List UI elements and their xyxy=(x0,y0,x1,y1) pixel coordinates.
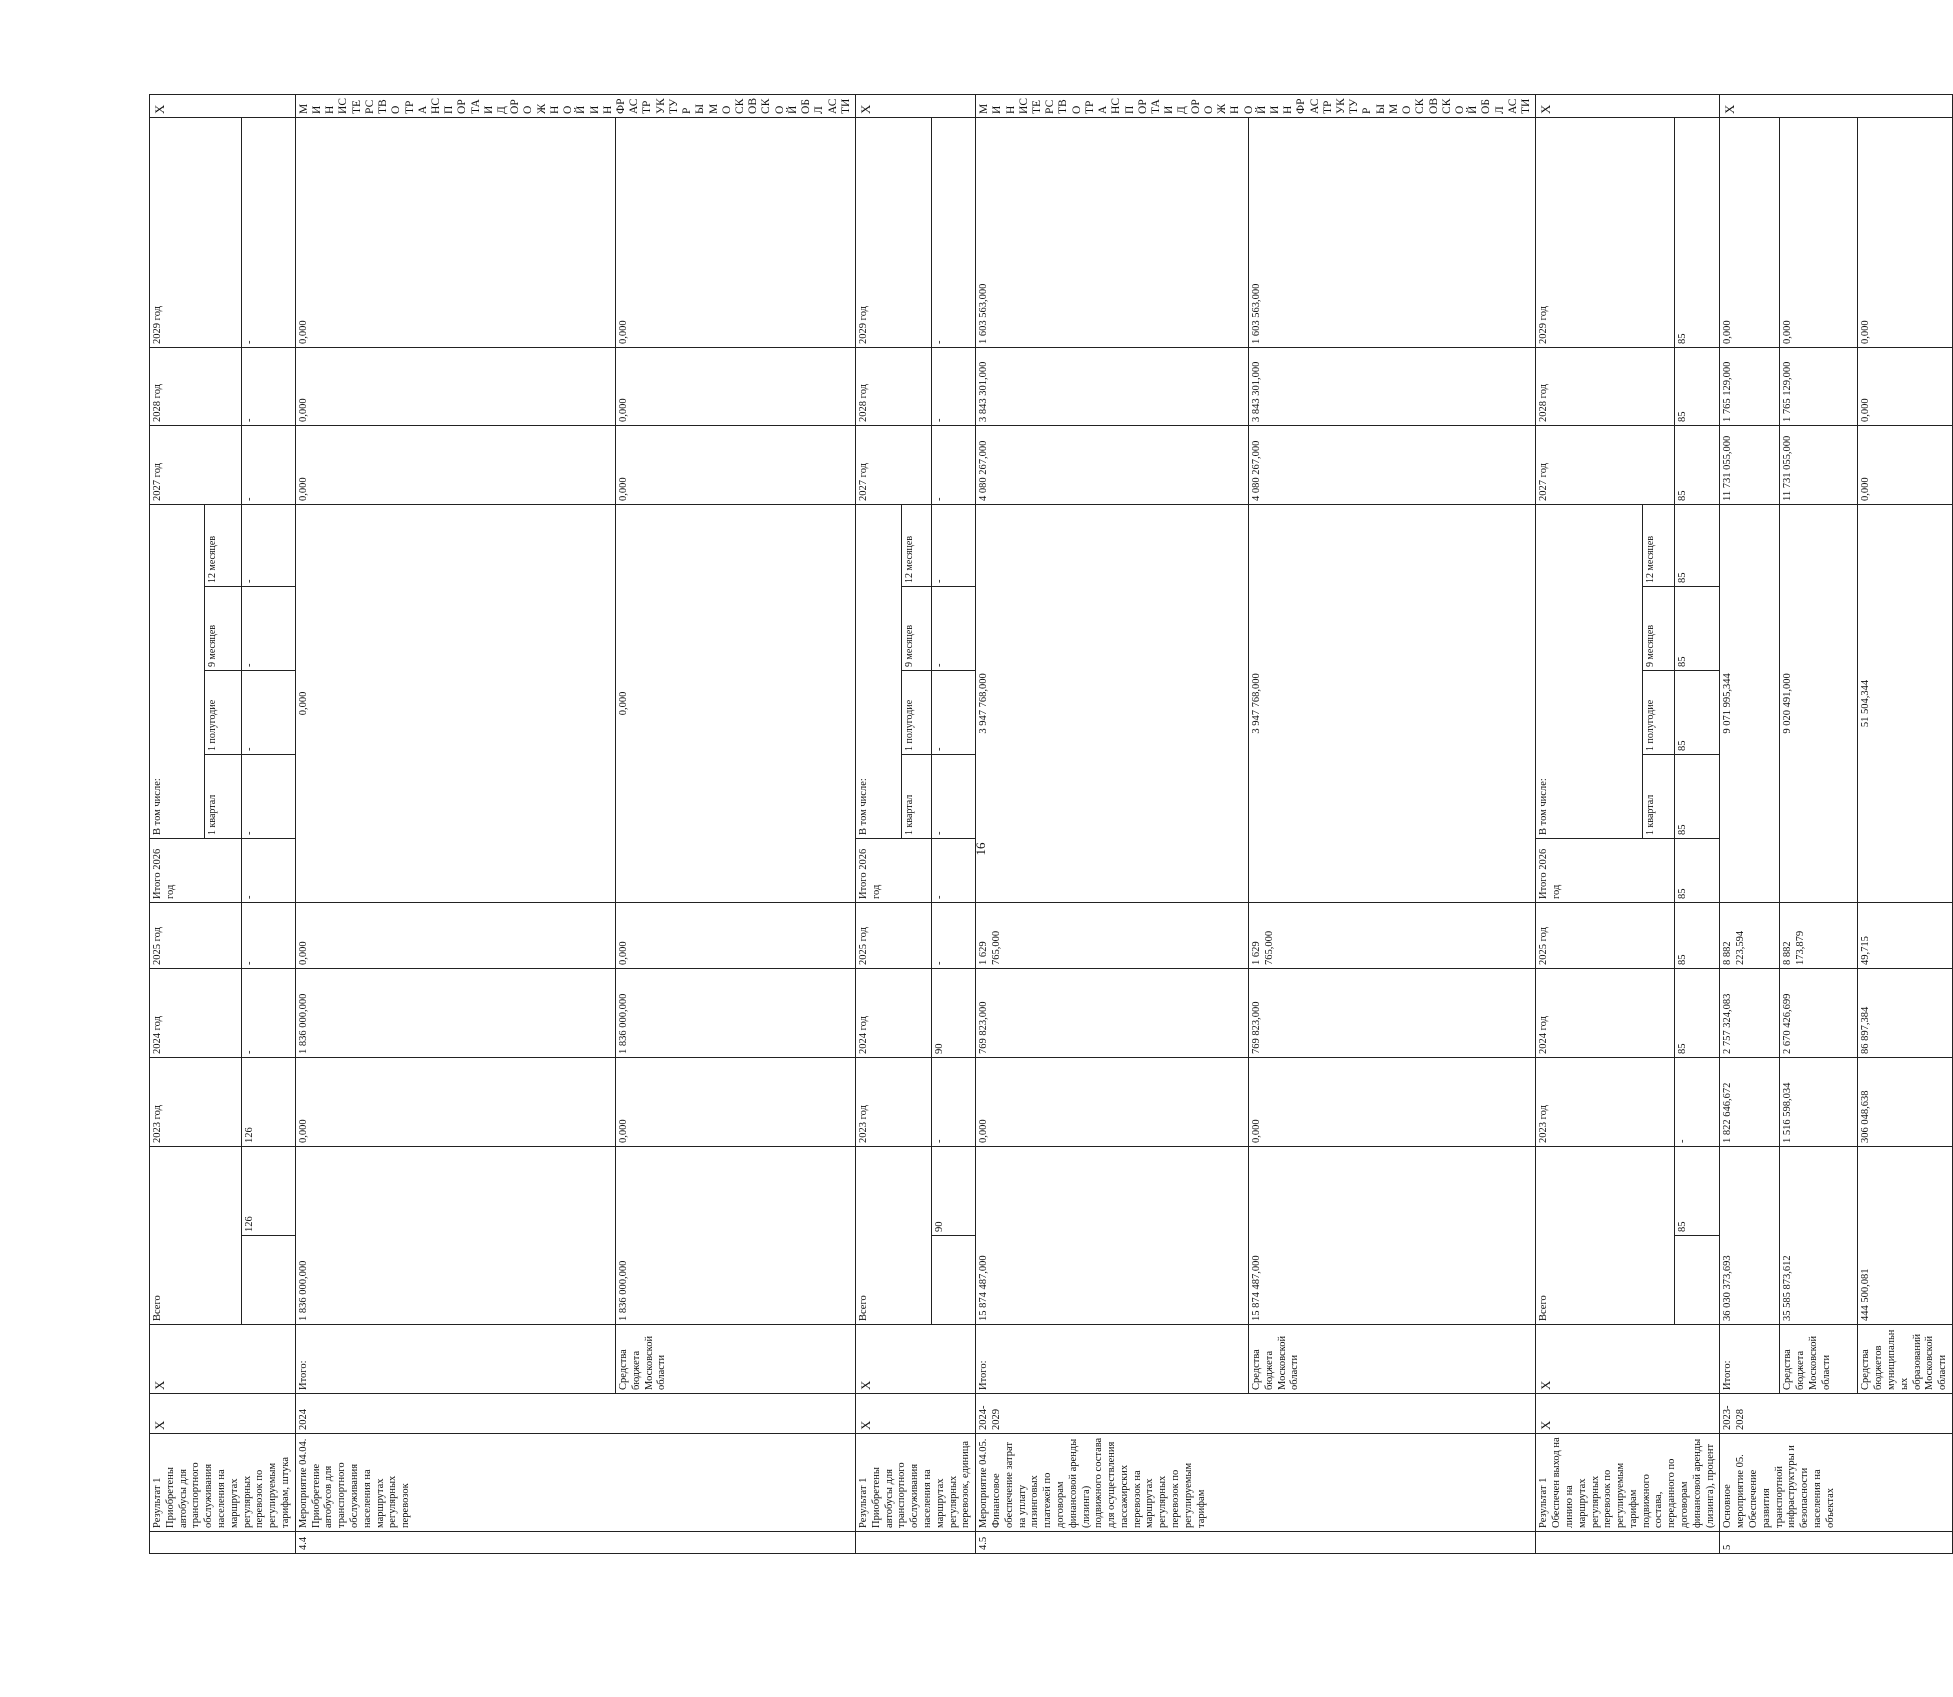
row-number-cell: 4.5 xyxy=(976,1532,1536,1554)
amount-2025: 1 629 765,000 xyxy=(976,903,1249,969)
value-cell: 85 xyxy=(1674,425,1720,504)
value-cell: 85 xyxy=(1674,903,1720,969)
amount-2026: 0,000 xyxy=(295,504,615,902)
funding-source: Итого: xyxy=(295,1325,615,1394)
amount-2029: 1 603 563,000 xyxy=(1249,117,1536,347)
years-cell: 2023-2028 xyxy=(1720,1394,1953,1434)
amount-2023: 306 048,638 xyxy=(1858,1058,1953,1147)
column-header: 2029 год xyxy=(855,117,931,347)
amount-2025: 0,000 xyxy=(616,903,856,969)
value-cell: - xyxy=(932,755,976,839)
years-cell: Х xyxy=(1536,1394,1720,1434)
column-header: Всего xyxy=(1536,1147,1675,1325)
column-header: Итого 2026 год xyxy=(855,839,931,903)
column-header: 2024 год xyxy=(150,969,242,1058)
spacer-cell xyxy=(242,1236,295,1325)
measure-row xyxy=(976,95,1249,1554)
column-header: Итого 2026 год xyxy=(150,839,242,903)
total-amount: 444 500,081 xyxy=(1858,1147,1953,1325)
value-cell: - xyxy=(242,117,295,347)
source-cell: Х xyxy=(855,1325,975,1394)
responsible-cell: Х xyxy=(1720,95,1953,118)
value-cell: - xyxy=(932,347,976,425)
amount-2026: 9 020 491,000 xyxy=(1780,504,1858,902)
amount-2023: 0,000 xyxy=(976,1058,1249,1147)
value-cell: - xyxy=(242,969,295,1058)
value-cell: - xyxy=(1674,1058,1720,1147)
column-header: 2027 год xyxy=(150,425,242,504)
column-header: 2025 год xyxy=(855,903,931,969)
value-cell: 85 xyxy=(1674,671,1720,755)
column-header: 2024 год xyxy=(855,969,931,1058)
column-header: 2028 год xyxy=(150,347,242,425)
amount-2029: 0,000 xyxy=(1780,117,1858,347)
value-cell: 85 xyxy=(1674,504,1720,586)
value-cell: 90 xyxy=(932,969,976,1058)
quarter-header: 1 квартал xyxy=(205,755,242,839)
years-cell: Х xyxy=(855,1394,975,1434)
value-cell: - xyxy=(242,504,295,586)
funding-source: Средства бюджета Московской области xyxy=(1780,1325,1858,1394)
result-name: Результат 1 Обеспечен выход на линию на маршрутах регулярных перевозок по регулируемым тарифам подвижного состава, переданного по договорам финансовой аренды (лизинга), процент xyxy=(1536,1434,1720,1532)
amount-2025: 49,715 xyxy=(1858,903,1953,969)
amount-2024: 769 823,000 xyxy=(976,969,1249,1058)
quarter-header: 12 месяцев xyxy=(205,504,242,586)
amount-2023: 0,000 xyxy=(1249,1058,1536,1147)
funding-source: Средства бюджета Московской области xyxy=(616,1325,856,1394)
value-cell: - xyxy=(242,839,295,903)
amount-2029: 1 603 563,000 xyxy=(976,117,1249,347)
total-amount: 15 874 487,000 xyxy=(1249,1147,1536,1325)
amount-2028: 1 765 129,000 xyxy=(1780,347,1858,425)
column-header: 2027 год xyxy=(1536,425,1675,504)
amount-2023: 1 516 598,034 xyxy=(1780,1058,1858,1147)
amount-2024: 2 757 324,083 xyxy=(1720,969,1780,1058)
value-cell: 85 xyxy=(1674,347,1720,425)
page-number: 16 xyxy=(973,842,988,856)
amount-2023: 0,000 xyxy=(616,1058,856,1147)
quarter-header: 1 полугодие xyxy=(901,671,931,755)
amount-2028: 0,000 xyxy=(295,347,615,425)
funding-source: Средства бюджетов муниципальных образований Московской области xyxy=(1858,1325,1953,1394)
result-header-row xyxy=(1536,95,1643,1554)
quarter-header: 9 месяцев xyxy=(205,587,242,671)
value-cell: - xyxy=(932,671,976,755)
value-cell: - xyxy=(932,587,976,671)
years-cell: Х xyxy=(150,1394,296,1434)
column-header: В том числе: xyxy=(1536,504,1643,838)
column-header: 2023 год xyxy=(150,1058,242,1147)
source-cell: Х xyxy=(150,1325,296,1394)
amount-2028: 1 765 129,000 xyxy=(1720,347,1780,425)
total-amount: 35 585 873,612 xyxy=(1780,1147,1858,1325)
measure-name: Мероприятие 04.05. Финансовое обеспечение затрат на уплату лизинговых платежей по договорам финансовой аренды (лизинга) подвижного состава для осуществления пассажирских перевозок на маршрутах регулярных перевозок по регулируемым тарифам xyxy=(976,1434,1536,1532)
measure-name: Мероприятие 04.04. Приобретение автобусов для транспортного обслуживания населения на маршрутах регулярных перевозок xyxy=(295,1434,855,1532)
value-cell: - xyxy=(242,755,295,839)
total-amount: 1 836 000,000 xyxy=(616,1147,856,1325)
row-number-cell xyxy=(150,1532,296,1554)
value-cell: - xyxy=(242,903,295,969)
value-cell: 126 xyxy=(242,1058,295,1147)
amount-2025: 1 629 765,000 xyxy=(1249,903,1536,969)
funding-source: Средства бюджета Московской области xyxy=(1249,1325,1536,1394)
quarter-header: 1 полугодие xyxy=(205,671,242,755)
column-header: Итого 2026 год xyxy=(1536,839,1675,903)
value-cell: 85 xyxy=(1674,1147,1720,1236)
spacer-cell xyxy=(932,1236,976,1325)
row-number-cell xyxy=(1536,1532,1720,1554)
measure-row xyxy=(1780,95,1858,1554)
column-header: 2029 год xyxy=(150,117,242,347)
value-cell: - xyxy=(932,1058,976,1147)
amount-2026: 0,000 xyxy=(616,504,856,902)
value-cell: - xyxy=(932,839,976,903)
column-header: 2028 год xyxy=(1536,347,1675,425)
amount-2026: 9 071 995,344 xyxy=(1720,504,1780,902)
responsible-cell: Х xyxy=(855,95,975,118)
amount-2025: 0,000 xyxy=(295,903,615,969)
amount-2029: 0,000 xyxy=(1720,117,1780,347)
result-header-row xyxy=(150,95,205,1554)
value-cell: - xyxy=(242,347,295,425)
source-cell: Х xyxy=(1536,1325,1720,1394)
years-cell: 2024-2029 xyxy=(976,1394,1536,1434)
column-header: 2027 год xyxy=(855,425,931,504)
responsible-cell: МИНИСТЕРСТВО ТРАНСПОРТА И ДОРОЖНОЙ ИНФРАСТРУКТУРЫ МОСКОВСКОЙ ОБЛАСТИ xyxy=(976,95,1536,118)
value-cell: - xyxy=(932,903,976,969)
amount-2023: 0,000 xyxy=(295,1058,615,1147)
column-header: Всего xyxy=(150,1147,242,1325)
amount-2028: 3 843 301,000 xyxy=(1249,347,1536,425)
column-header: 2023 год xyxy=(1536,1058,1675,1147)
quarter-header: 12 месяцев xyxy=(1643,504,1675,586)
quarter-header: 1 квартал xyxy=(901,755,931,839)
value-cell: 85 xyxy=(1674,969,1720,1058)
amount-2026: 3 947 768,000 xyxy=(976,504,1249,902)
column-header: 2028 год xyxy=(855,347,931,425)
column-header: 2029 год xyxy=(1536,117,1675,347)
program-measures-table xyxy=(149,94,1953,1554)
measure-row xyxy=(295,95,615,1554)
total-amount: 1 836 000,000 xyxy=(295,1147,615,1325)
value-cell: - xyxy=(242,587,295,671)
total-amount: 15 874 487,000 xyxy=(976,1147,1249,1325)
spacer-cell xyxy=(1674,1236,1720,1325)
column-header: В том числе: xyxy=(150,504,205,838)
value-cell: - xyxy=(242,425,295,504)
amount-2028: 0,000 xyxy=(616,347,856,425)
amount-2027: 4 080 267,000 xyxy=(976,425,1249,504)
responsible-cell: Х xyxy=(1536,95,1720,118)
result-header-row xyxy=(855,95,901,1554)
column-header: 2025 год xyxy=(150,903,242,969)
row-number-cell: 4.4 xyxy=(295,1532,855,1554)
result-name: Результат 1 Приобретены автобусы для транспортного обслуживания населения на маршрутах регулярных перевозок, единица xyxy=(855,1434,975,1532)
value-cell: 90 xyxy=(932,1147,976,1236)
amount-2027: 0,000 xyxy=(295,425,615,504)
rotated-document-page xyxy=(149,94,1949,1554)
amount-2024: 86 897,384 xyxy=(1858,969,1953,1058)
amount-2027: 11 731 055,000 xyxy=(1780,425,1858,504)
value-cell: - xyxy=(932,117,976,347)
value-cell: - xyxy=(932,425,976,504)
value-cell: - xyxy=(242,671,295,755)
column-header: 2025 год xyxy=(1536,903,1675,969)
value-cell: 126 xyxy=(242,1147,295,1236)
row-number-cell: 5 xyxy=(1720,1532,1953,1554)
amount-2024: 769 823,000 xyxy=(1249,969,1536,1058)
amount-2027: 0,000 xyxy=(616,425,856,504)
amount-2026: 3 947 768,000 xyxy=(1249,504,1536,902)
responsible-cell: МИНИСТЕРСТВО ТРАНСПОРТА И ДОРОЖНОЙ ИНФРАСТРУКТУРЫ МОСКОВСКОЙ ОБЛАСТИ xyxy=(295,95,855,118)
amount-2025: 8 882 223,594 xyxy=(1720,903,1780,969)
years-cell: 2024 xyxy=(295,1394,855,1434)
funding-source: Итого: xyxy=(1720,1325,1780,1394)
amount-2029: 0,000 xyxy=(295,117,615,347)
amount-2027: 4 080 267,000 xyxy=(1249,425,1536,504)
column-header: 2023 год xyxy=(855,1058,931,1147)
value-cell: 85 xyxy=(1674,117,1720,347)
quarter-header: 1 квартал xyxy=(1643,755,1675,839)
column-header: 2024 год xyxy=(1536,969,1675,1058)
measure-row xyxy=(1858,95,1953,1554)
column-header: В том числе: xyxy=(855,504,901,838)
amount-2029: 0,000 xyxy=(616,117,856,347)
amount-2027: 11 731 055,000 xyxy=(1720,425,1780,504)
amount-2024: 2 670 426,699 xyxy=(1780,969,1858,1058)
measure-row xyxy=(1720,95,1780,1554)
amount-2028: 0,000 xyxy=(1858,347,1953,425)
row-number-cell xyxy=(855,1532,975,1554)
value-cell: 85 xyxy=(1674,587,1720,671)
measure-row xyxy=(616,95,856,1554)
amount-2023: 1 822 646,672 xyxy=(1720,1058,1780,1147)
quarter-header: 9 месяцев xyxy=(901,587,931,671)
amount-2027: 0,000 xyxy=(1858,425,1953,504)
amount-2028: 3 843 301,000 xyxy=(976,347,1249,425)
responsible-cell: Х xyxy=(150,95,296,118)
result-name: Результат 1 Приобретены автобусы для транспортного обслуживания населения на маршрутах регулярных перевозок по регулируемым тарифам, штука xyxy=(150,1434,296,1532)
quarter-header: 12 месяцев xyxy=(901,504,931,586)
amount-2024: 1 836 000,000 xyxy=(616,969,856,1058)
column-header: Всего xyxy=(855,1147,931,1325)
amount-2024: 1 836 000,000 xyxy=(295,969,615,1058)
funding-source: Итого: xyxy=(976,1325,1249,1394)
measure-row xyxy=(1249,95,1536,1554)
value-cell: 85 xyxy=(1674,839,1720,903)
total-amount: 36 030 373,693 xyxy=(1720,1147,1780,1325)
amount-2029: 0,000 xyxy=(1858,117,1953,347)
measure-name: Основное мероприятие 05. Обеспечение развития транспортной инфраструктуры и безопасности населения на объектах xyxy=(1720,1434,1953,1532)
quarter-header: 1 полугодие xyxy=(1643,671,1675,755)
quarter-header: 9 месяцев xyxy=(1643,587,1675,671)
amount-2026: 51 504,344 xyxy=(1858,504,1953,902)
amount-2025: 8 882 173,879 xyxy=(1780,903,1858,969)
value-cell: 85 xyxy=(1674,755,1720,839)
value-cell: - xyxy=(932,504,976,586)
